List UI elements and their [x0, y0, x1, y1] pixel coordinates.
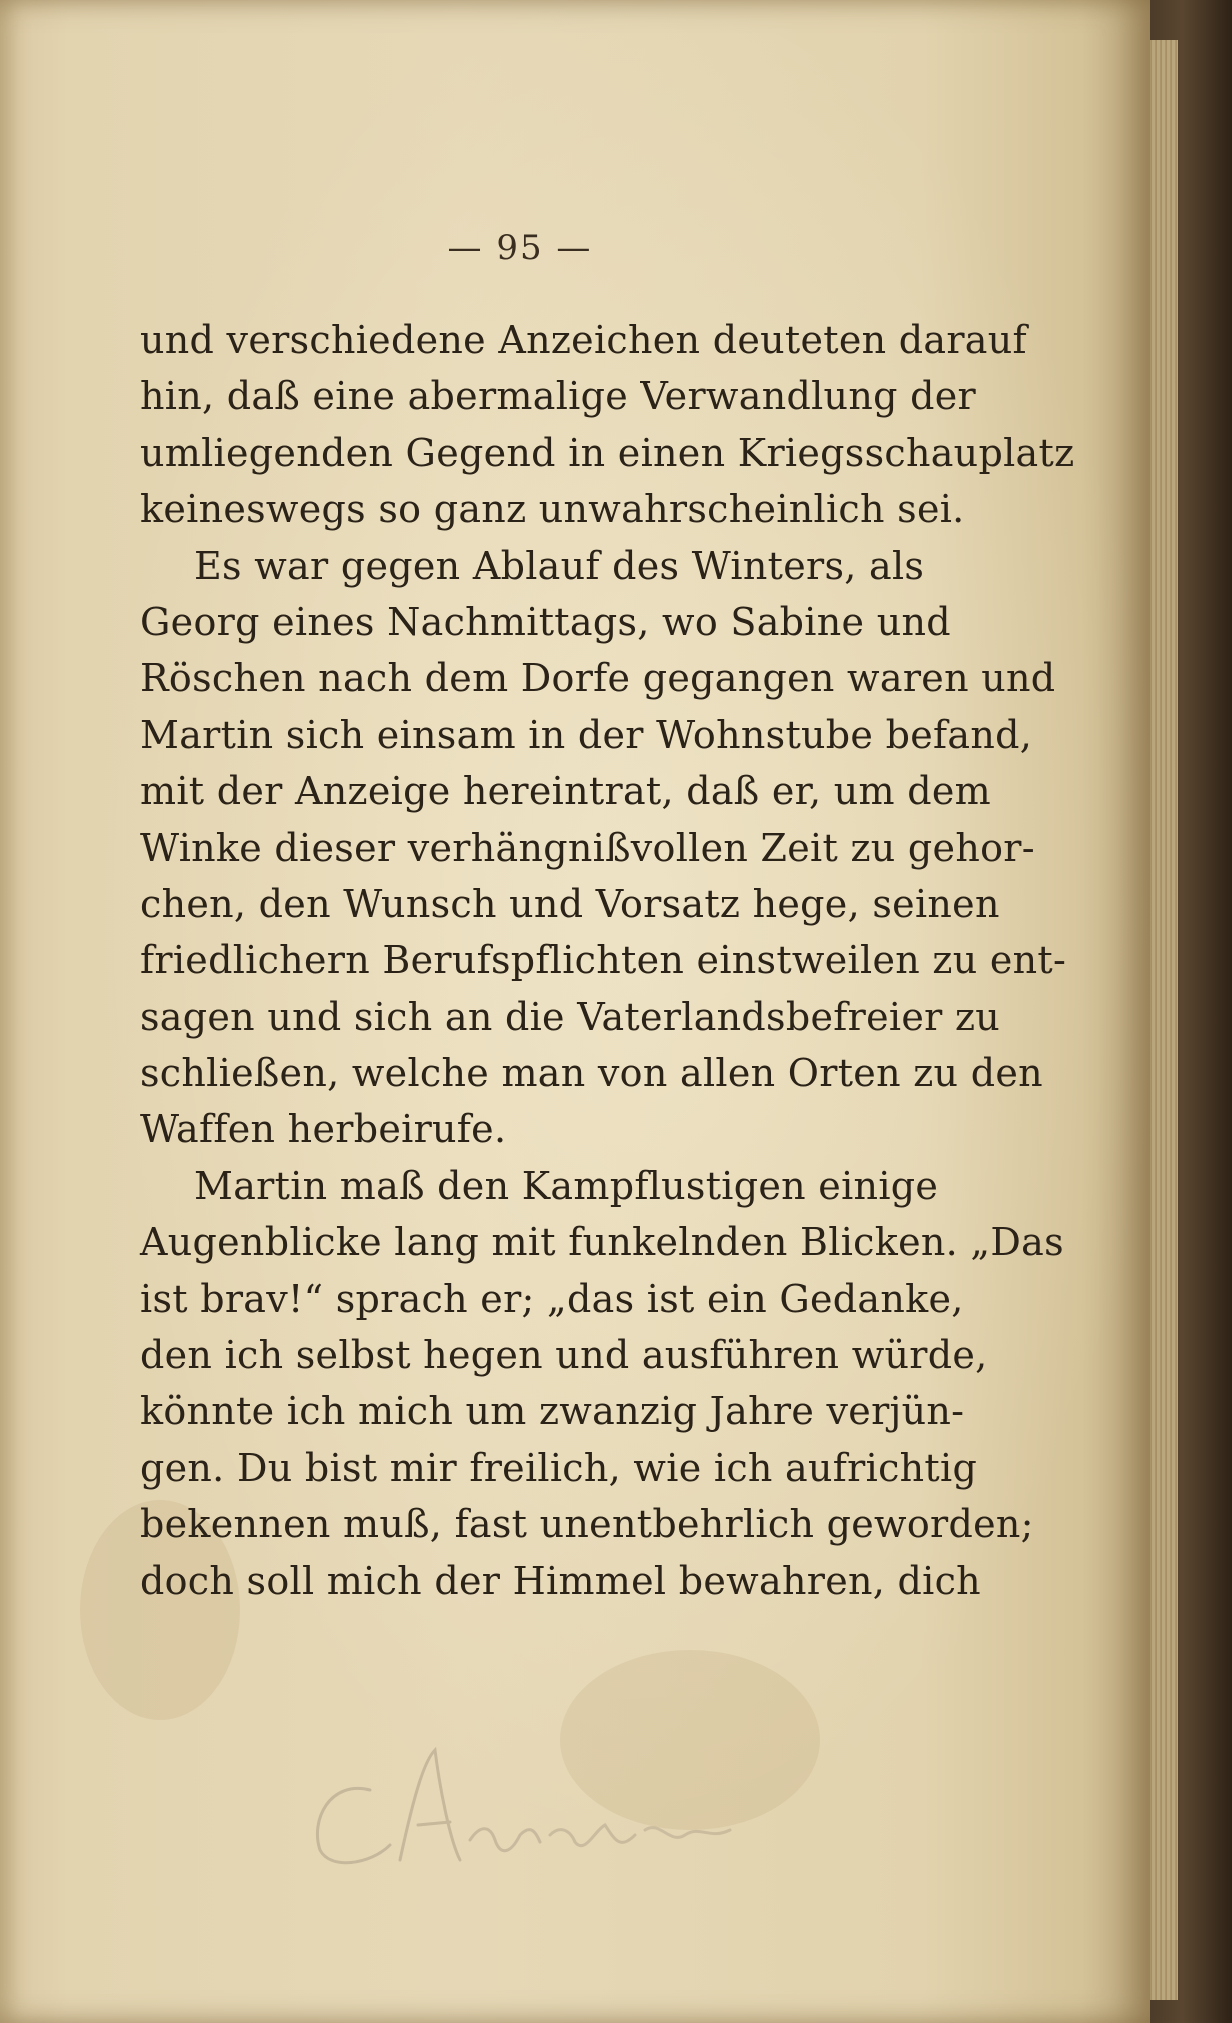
text-line: hin, daß eine abermalige Verwandlung der [140, 374, 976, 419]
text-line: Winke dieser verhängnißvollen Zeit zu gehor- [140, 825, 1035, 870]
text-line: mit der Anzeige hereintrat, daß er, um dem [140, 769, 991, 814]
page-number: — 95 — [447, 228, 593, 268]
faded-handwritten-signature [300, 1730, 780, 1880]
text-line: schließen, welche man von allen Orten zu den [140, 1051, 1043, 1096]
text-line: und verschiedene Anzeichen deuteten darauf [140, 318, 1027, 362]
text-line: doch soll mich der Himmel bewahren, dich [140, 1558, 981, 1603]
text-line: Georg eines Nachmittags, wo Sabine und [140, 599, 951, 644]
text-line: ist brav!“ sprach er; „das ist ein Gedanke, [140, 1276, 964, 1321]
text-line: Martin sich einsam in der Wohnstube befand, [140, 712, 1033, 757]
text-line: Martin maß den Kampflustigen einige [194, 1163, 939, 1208]
text-line: Augenblicke lang mit funkelnden Blicken. „Das [140, 1220, 1064, 1265]
text-line: bekennen muß, fast unentbehrlich geworden; [140, 1502, 1034, 1547]
text-line: Röschen nach dem Dorfe gegangen waren und [140, 656, 1056, 701]
text-line: Es war gegen Ablauf des Winters, als [194, 543, 925, 588]
text-line: keineswegs so ganz unwahrscheinlich sei. [140, 487, 965, 532]
text-line: friedlichern Berufspflichten einstweilen zu ent- [140, 938, 1067, 983]
text-line: umliegenden Gegend in einen Kriegsschauplatz [140, 430, 1075, 475]
text-line: den ich selbst hegen und ausführen würde, [140, 1333, 988, 1378]
text-line: chen, den Wunsch und Vorsatz hege, seinen [140, 881, 1000, 926]
text-line: sagen und sich an die Vaterlandsbefreier zu [140, 994, 1001, 1039]
text-line: Waffen herbeirufe. [140, 1107, 507, 1152]
text-line: könnte ich mich um zwanzig Jahre verjün- [140, 1389, 965, 1434]
text-line: gen. Du bist mir freilich, wie ich aufrichtig [140, 1445, 978, 1490]
body-text [140, 312, 1075, 1609]
